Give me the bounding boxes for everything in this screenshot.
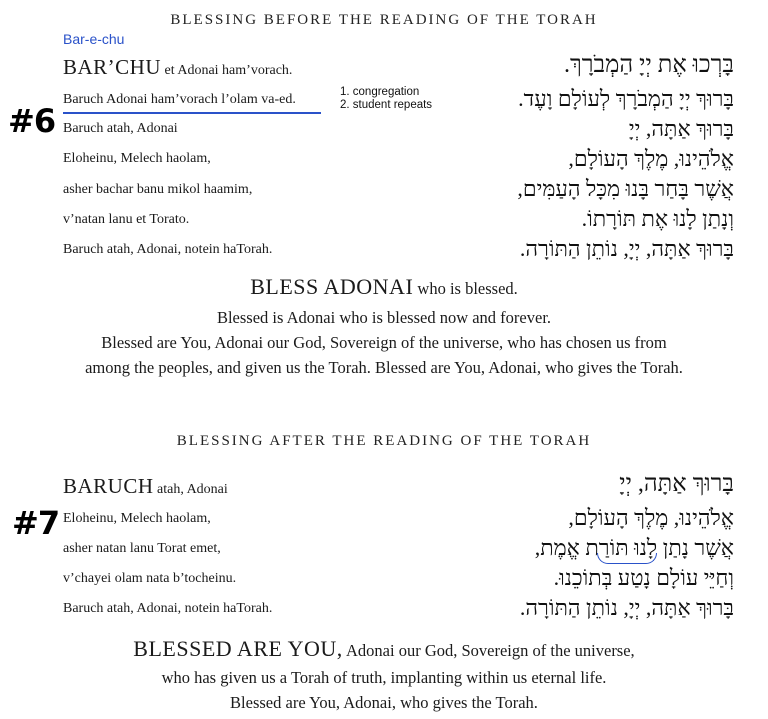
- hebrew-line: בָּרוּךְ אַתָּה, יְיָ, נוֹתֵן הַתּוֹרָה.: [519, 595, 734, 620]
- translit-line: v’chayei olam nata b’tocheinu.: [63, 571, 237, 586]
- step-marker-6: #6: [8, 102, 56, 140]
- translit-line: Eloheinu, Melech haolam,: [63, 511, 211, 526]
- translit-line: Baruch atah, Adonai: [63, 121, 178, 136]
- hebrew-line: בָּרְכוּ אֶת יְיָ הַמְבֹרָךְ.: [563, 52, 734, 78]
- section-heading-after: BLESSING AFTER THE READING OF THE TORAH: [176, 433, 592, 449]
- translit-text: atah, Adonai: [153, 482, 228, 497]
- translit-line: Baruch Adonai ham’vorach l’olam va-ed.: [63, 92, 296, 107]
- pronunciation-annotation: Bar-e-chu: [63, 31, 125, 47]
- english-line: who has given us a Torah of truth, implanting within us eternal life.: [161, 668, 607, 687]
- hebrew-line: בָּרוּךְ יְיָ הַמְבֹרָךְ לְעוֹלָם וָעֶד.: [518, 86, 734, 111]
- section-heading-before: BLESSING BEFORE THE READING OF THE TORAH: [170, 12, 598, 28]
- english-line: [0, 274, 768, 300]
- hebrew-line: בָּרוּךְ אַתָּה, יְיָ: [619, 471, 734, 497]
- translit-line: Baruch atah, Adonai, notein haTorah.: [63, 601, 273, 616]
- note-congregation: 1. congregation: [340, 86, 420, 98]
- hebrew-line: אֱלֹהֵינוּ, מֶלֶךְ הָעוֹלָם,: [568, 505, 734, 530]
- step-marker-7: #7: [12, 504, 60, 542]
- hebrew-line: וְחַיֵּי עוֹלָם נָטַע בְּתוֹכֵנוּ.: [553, 565, 734, 590]
- translit-line: [63, 474, 228, 499]
- translit-line: Eloheinu, Melech haolam,: [63, 151, 211, 166]
- lead-word: BARUCH: [63, 474, 154, 498]
- english-line: Blessed are You, Adonai our God, Sovereign of the universe, who has chosen us from: [101, 333, 667, 352]
- english-text: Adonai our God, Sovereign of the universe,: [342, 641, 635, 660]
- hebrew-line: בָּרוּךְ אַתָּה, יְיָ, נוֹתֵן הַתּוֹרָה.: [519, 236, 734, 261]
- translit-line: asher bachar banu mikol haamim,: [63, 182, 253, 197]
- translit-line: v’natan lanu et Torato.: [63, 212, 190, 227]
- translit-line: Baruch atah, Adonai, notein haTorah.: [63, 242, 273, 257]
- blue-bracket: [597, 553, 657, 564]
- hebrew-line: אֲשֶׁר נָתַן לָנוּ תּוֹרַת אֱמֶת,: [534, 535, 734, 560]
- english-line: Blessed is Adonai who is blessed now and forever.: [216, 308, 552, 327]
- hebrew-line: אֱלֹהֵינוּ, מֶלֶךְ הָעוֹלָם,: [568, 146, 734, 171]
- hebrew-line: בָּרוּךְ אַתָּה, יְיָ: [628, 116, 734, 141]
- hebrew-line: וְנָתַן לָנוּ אֶת תּוֹרָתוֹ.: [581, 206, 734, 231]
- translit-line: [63, 55, 292, 80]
- lead-word: BAR’CHU: [63, 55, 162, 79]
- english-text: who is blessed.: [413, 279, 518, 298]
- translit-line: asher natan lanu Torat emet,: [63, 541, 221, 556]
- hebrew-line: אֲשֶׁר בָּחַר בָּנוּ מִכָּל הָעַמִּים,: [517, 176, 734, 201]
- note-student-repeats: 2. student repeats: [340, 99, 433, 111]
- blue-underline: [63, 112, 321, 114]
- english-lead: BLESS ADONAI: [250, 274, 414, 299]
- english-line: [0, 636, 768, 662]
- translit-text: et Adonai ham’vorach.: [161, 63, 293, 78]
- english-line: among the peoples, and given us the Torah. Blessed are You, Adonai, who gives the Torah.: [85, 358, 683, 377]
- english-line: Blessed are You, Adonai, who gives the Torah.: [230, 693, 538, 712]
- english-lead: BLESSED ARE YOU,: [133, 636, 343, 661]
